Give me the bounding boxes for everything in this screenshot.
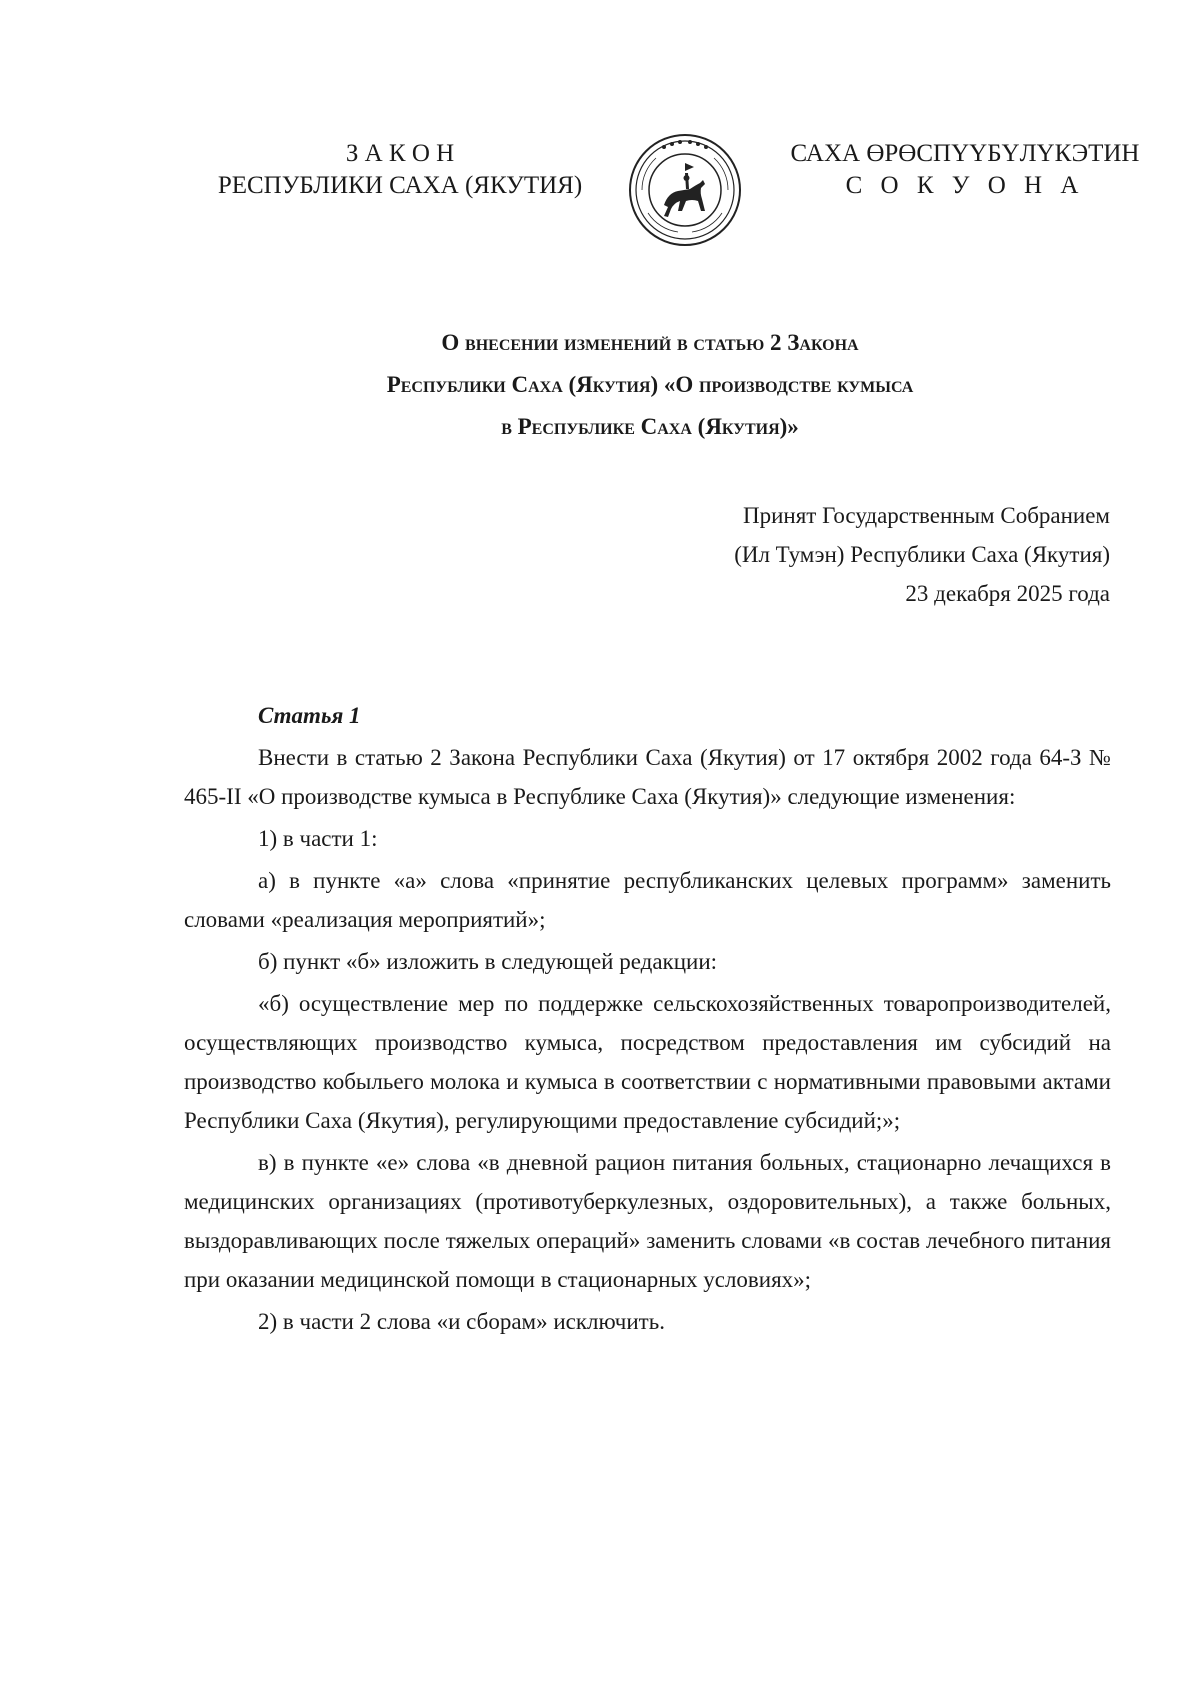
header-right-line2: С О К У О Н А	[845, 172, 1085, 199]
item-2: 2) в части 2 слова «и сборам» исключить.	[258, 1309, 665, 1334]
article-heading: Статья 1	[258, 703, 361, 728]
adoption-line2: (Ил Тумэн) Республики Саха (Якутия)	[734, 542, 1110, 567]
item-1: 1) в части 1:	[258, 826, 378, 851]
law-title	[150, 322, 1150, 448]
law-title-line1: О внесении изменений в статью 2 Закона	[441, 330, 859, 355]
article-intro: Внести в статью 2 Закона Республики Саха (Якутия) от 17 октября 2002 года 64-З № 465-II «О производстве кумыса в Республике Саха (Якутия)» следующие изменения:	[184, 745, 1111, 809]
article-body	[184, 738, 1111, 1344]
header-left-line2: РЕСПУБЛИКИ САХА (ЯКУТИЯ)	[217, 172, 583, 199]
item-1a: а) в пункте «а» слова «принятие республиканских целевых программ» заменить словами «реализация мероприятий»;	[184, 868, 1111, 932]
adoption-line1: Принят Государственным Собранием	[742, 503, 1110, 528]
law-title-line3: в Республике Саха (Якутия)»	[501, 414, 799, 439]
item-1b: б) пункт «б» изложить в следующей редакции:	[258, 949, 718, 974]
adoption-note	[510, 496, 1110, 613]
item-1b-text: «б) осуществление мер по поддержке сельскохозяйственных товаропроизводителей, осуществляющих производство кумыса, посредством предоставления им субсидий на производство кобыльего молока и кумыса в соответствии с нормативными правовыми актами Республики Саха (Якутия), регулирующими предоставление субсидий;»;	[184, 991, 1111, 1133]
header-left	[200, 138, 600, 202]
header-left-line1: З А К О Н	[345, 140, 455, 167]
header-right	[770, 138, 1160, 202]
header-right-line1: САХА ӨРӨСПҮҮБҮЛҮКЭТИН	[790, 140, 1140, 167]
law-title-line2: Республики Саха (Якутия) «О производстве кумыса	[386, 372, 914, 397]
item-1v: в) в пункте «е» слова «в дневной рацион питания больных, стационарно лечащихся в медицинских организациях (противотуберкулезных, оздоровительных), а также больных, выздоравливающих после тяжелых операций» заменить словами «в состав лечебного питания при оказании медицинской помощи в стационарных условиях»;	[184, 1150, 1111, 1292]
adoption-date: 23 декабря 2025 года	[905, 581, 1110, 606]
emblem-seal-icon	[628, 133, 742, 247]
